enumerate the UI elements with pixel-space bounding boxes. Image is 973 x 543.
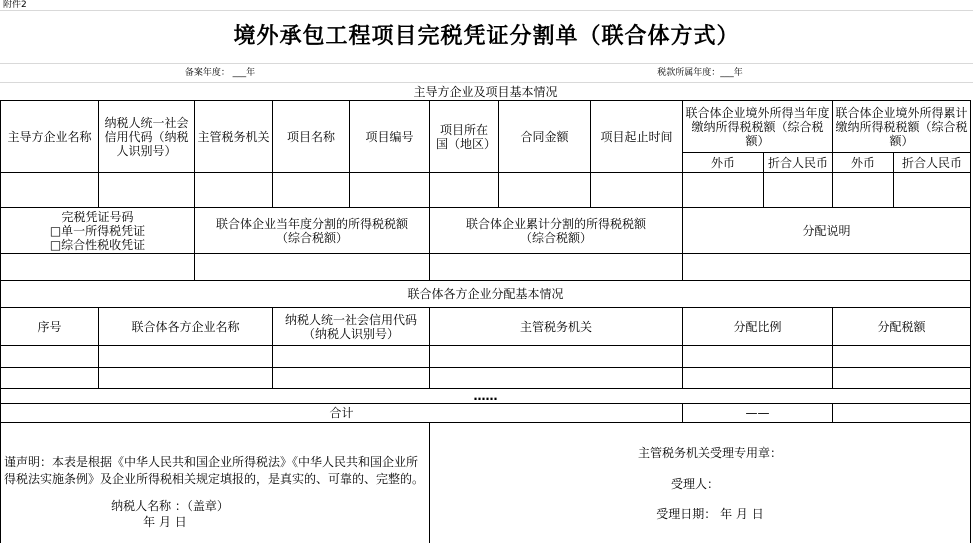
col-credit-code: 纳税人统一社会信用代码（纳税人识别号） <box>104 115 189 158</box>
col-member-tax-authority: 主管税务机关 <box>519 319 592 334</box>
taxpayer-date: 年 月 日 <box>143 515 187 529</box>
col-country: 项目所在国（地区） <box>436 122 497 151</box>
section3-heading: 联合体各方企业分配基本情况 <box>407 287 564 301</box>
col-annual-tax: 联合体企业境外所得当年度缴纳所得税税额（综合税额） <box>685 105 830 148</box>
authority-seal-label: 主管税务机关受理专用章： <box>637 446 782 460</box>
taxpayer-signature: 纳税人名称 ：（盖章） <box>111 499 229 513</box>
col-cumulative-foreign: 外币 <box>850 155 875 170</box>
receiver-label: 受理人： <box>670 477 719 491</box>
col-annual-rmb: 折合人民币 <box>767 155 828 170</box>
annex-label: 附件2 <box>3 0 27 10</box>
col-annual-foreign: 外币 <box>710 155 735 170</box>
col-seq: 序号 <box>37 319 62 334</box>
col-cumulative-tax: 联合体企业境外所得累计缴纳所得税税额（综合税额） <box>835 105 968 148</box>
tax-year: 税款所属年度：___年 <box>657 68 743 78</box>
col-member-credit-code: 纳税人统一社会信用代码（纳税人识别号） <box>284 312 417 341</box>
col-contract-amount: 合同金额 <box>520 129 569 144</box>
voucher-no-label: 完税凭证号码 <box>61 209 134 224</box>
col-member-name: 联合体各方企业名称 <box>131 319 240 334</box>
col-cumulative-split: 联合体企业累计分割的所得税税额（综合税额） <box>465 216 646 245</box>
accept-date: 受理日期： 年 月 日 <box>656 507 764 521</box>
col-company-name: 主导方企业名称 <box>7 129 92 144</box>
col-project-name: 项目名称 <box>286 129 335 144</box>
col-ratio: 分配比例 <box>733 319 782 334</box>
form-title: 境外承包工程项目完税凭证分割单（联合体方式） <box>233 24 740 49</box>
col-cumulative-rmb: 折合人民币 <box>901 155 962 170</box>
total-label: 合计 <box>329 406 354 420</box>
col-project-no: 项目编号 <box>365 129 414 144</box>
col-period: 项目起止时间 <box>600 129 673 144</box>
voucher-combined-checkbox[interactable]: □综合性税收凭证 <box>49 237 146 252</box>
declaration-statement: 谨声明：本表是根据《中华人民共和国企业所得税法》《中华人民共和国企业所得税法实施条例》及企业所得税相关规定填报的，是真实的、可靠的、完整的。 <box>4 455 425 486</box>
section1-heading: 主导方企业及项目基本情况 <box>413 84 558 99</box>
ellipsis-row: …… <box>473 389 498 403</box>
voucher-single-checkbox[interactable]: □单一所得税凭证 <box>49 223 146 238</box>
total-ratio: —— <box>745 406 770 420</box>
col-allocation-note: 分配说明 <box>802 223 851 238</box>
filing-year: 备案年度： ___年 <box>184 68 256 78</box>
voucher-type-cell <box>1 208 194 253</box>
col-annual-split: 联合体企业当年度分割的所得税税额（综合税额） <box>215 216 408 245</box>
col-amount: 分配税额 <box>877 319 926 334</box>
col-tax-authority: 主管税务机关 <box>197 129 270 144</box>
